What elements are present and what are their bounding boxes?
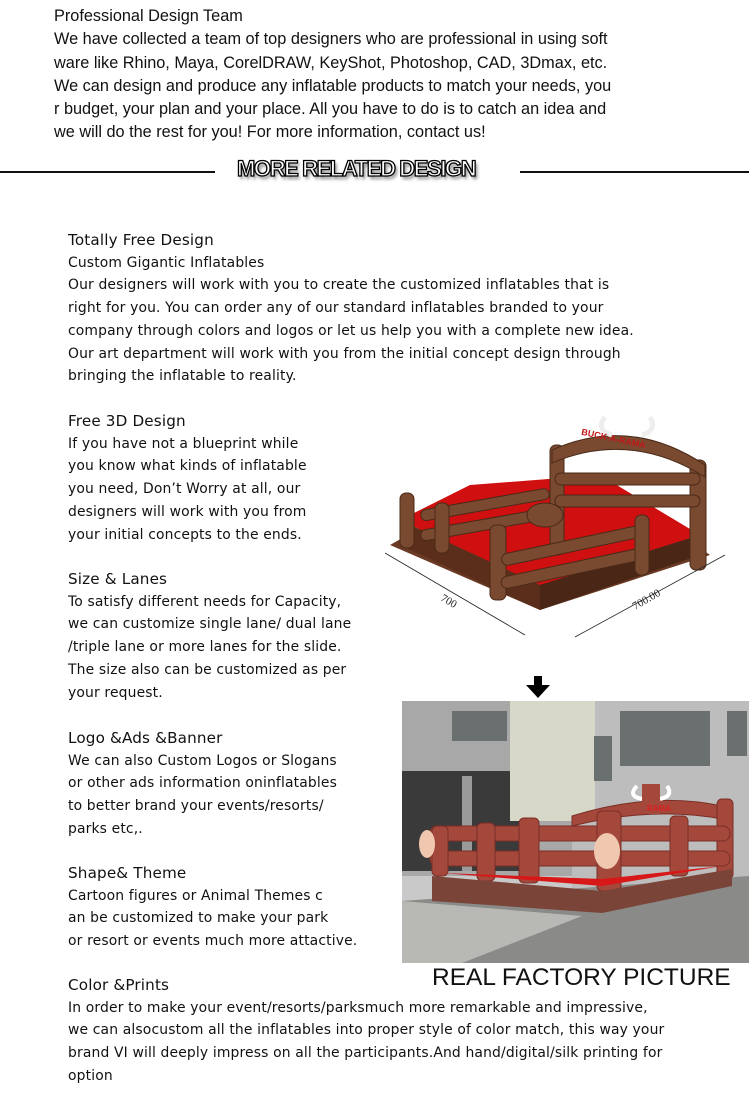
intro-line: ware like Rhino, Maya, CorelDRAW, KeyShot, Photoshop, CAD, 3Dmax, etc. bbox=[54, 53, 608, 72]
divider-right bbox=[520, 171, 749, 173]
feature-line: or other ads information oninflatables bbox=[68, 775, 337, 792]
feature-line: Cartoon figures or Animal Themes c bbox=[68, 887, 323, 904]
feature-line: The size also can be customized as per bbox=[68, 661, 347, 678]
section-banner: MORE RELATED DESIGN bbox=[237, 156, 476, 181]
feature-line: we can alsocustom all the inflatables into proper style of color match, this way your bbox=[68, 1022, 665, 1039]
sign-text: BUCK-A-RAMA bbox=[580, 426, 647, 451]
feature-title: Totally Free Design bbox=[68, 231, 214, 249]
feature-line: to better brand your events/resorts/ bbox=[68, 798, 324, 815]
feature-line: or resort or events much more attactive. bbox=[68, 933, 358, 950]
feature-line: designers will work with you from bbox=[68, 503, 307, 520]
feature-title: Free 3D Design bbox=[68, 412, 186, 430]
feature-line: Our art department will work with you from the initial concept design through bbox=[68, 345, 621, 362]
feature-line: company through colors and logos or let us help you with a complete new idea. bbox=[68, 322, 634, 339]
feature-section bbox=[68, 862, 357, 953]
feature-line: your initial concepts to the ends. bbox=[68, 526, 302, 543]
feature-line: /triple lane or more lanes for the slide. bbox=[68, 639, 342, 656]
feature-line: bringing the inflatable to reality. bbox=[68, 368, 297, 385]
photo-sign: RAMA bbox=[647, 804, 671, 813]
feature-line: If you have not a blueprint while bbox=[68, 435, 299, 452]
feature-line: We can also Custom Logos or Slogans bbox=[68, 752, 337, 769]
feature-section bbox=[68, 229, 634, 388]
feature-line: we can customize single lane/ dual lane bbox=[68, 616, 352, 633]
feature-line: you know what kinds of inflatable bbox=[68, 458, 307, 475]
feature-line: you need, Don’t Worry at all, our bbox=[68, 481, 301, 498]
factory-photo bbox=[402, 701, 749, 963]
feature-line: parks etc,. bbox=[68, 820, 143, 837]
intro-line: we will do the rest for you! For more information, contact us! bbox=[54, 123, 486, 142]
feature-line: an be customized to make your park bbox=[68, 910, 329, 927]
feature-title: Size & Lanes bbox=[68, 570, 168, 588]
feature-section bbox=[68, 727, 337, 841]
dimension-left: 700 bbox=[438, 592, 459, 611]
feature-title: Color &Prints bbox=[68, 976, 170, 994]
intro-block bbox=[54, 5, 611, 145]
intro-title: Professional Design Team bbox=[54, 7, 243, 25]
feature-line: Our designers will work with you to create the customized inflatables that is bbox=[68, 277, 610, 294]
feature-section bbox=[68, 410, 307, 546]
feature-section bbox=[68, 568, 351, 704]
feature-title: Logo &Ads &Banner bbox=[68, 729, 223, 747]
feature-title: Shape& Theme bbox=[68, 864, 187, 882]
feature-line: your request. bbox=[68, 684, 163, 701]
photo-caption: REAL FACTORY PICTURE bbox=[432, 964, 731, 991]
feature-line: option bbox=[68, 1067, 113, 1084]
dimension-right: 700.00 bbox=[630, 587, 663, 613]
intro-line: We have collected a team of top designers who are professional in using soft bbox=[54, 30, 608, 49]
arrow-down-icon bbox=[526, 676, 550, 698]
3d-design-image bbox=[380, 405, 730, 645]
feature-line: Custom Gigantic Inflatables bbox=[68, 254, 265, 271]
intro-line: We can design and produce any inflatable products to match your needs, you bbox=[54, 76, 612, 95]
intro-line: r budget, your plan and your place. All you have to do is to catch an idea and bbox=[54, 100, 607, 119]
feature-line: right for you. You can order any of our standard inflatables branded to your bbox=[68, 300, 604, 317]
feature-line: To satisfy different needs for Capacity, bbox=[68, 593, 342, 610]
divider-left bbox=[0, 171, 215, 173]
feature-line: brand VI will deeply impress on all the participants.And hand/digital/silk printing for bbox=[68, 1045, 663, 1062]
feature-line: In order to make your event/resorts/parksmuch more remarkable and impressive, bbox=[68, 999, 648, 1016]
